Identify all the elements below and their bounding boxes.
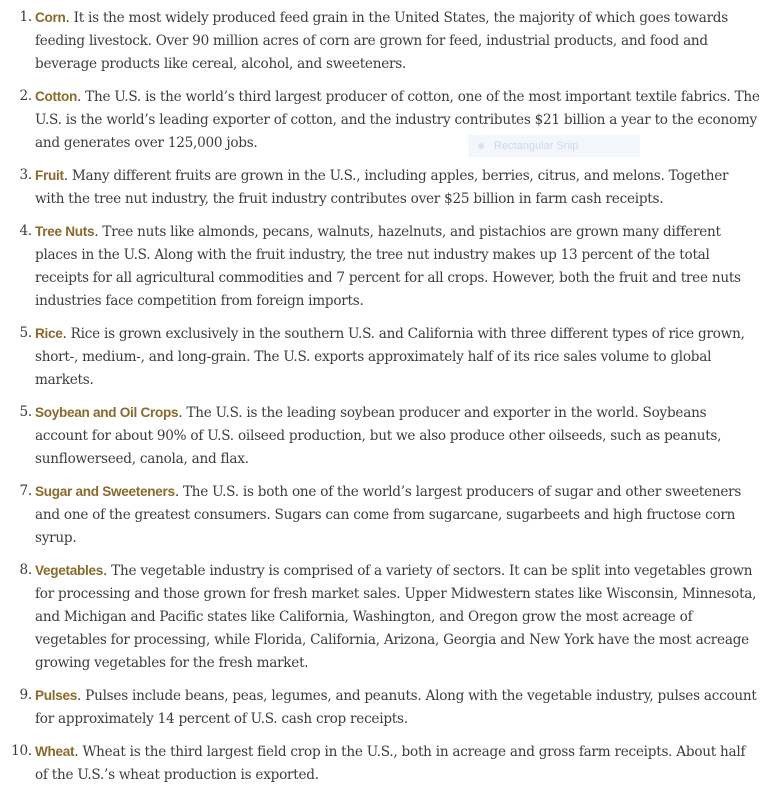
item-description: . Wheat is the third largest field crop in the U.S., both in acreage and gross farm receipts. About half of the U.S.’s wheat production is exported. [35, 744, 746, 783]
list-number: 9. [19, 687, 32, 703]
list-item-vegetables [0, 559, 765, 675]
item-description: . The vegetable industry is comprised of a variety of sectors. It can be split into vegetables grown for processing and those grown for fresh market sales. Upper Midwestern states like Wisconsin, Minnesota, and Michigan and Pacific states like California, Washington, and Oregon grow the most acreage of vegetables for processing, while Florida, California, Arizona, Georgia and New York have the most acreage growing vegetables for the fresh market. [35, 563, 757, 671]
snip-label: Rectangular Snip [494, 140, 579, 152]
item-description: . The U.S. is the world’s third largest producer of cotton, one of the most important textile fabrics. The U.S. is the world’s leading exporter of cotton, and the industry contributes $21 billion a year to the economy and generates over 125,000 jobs. [35, 89, 760, 151]
list-item-corn [0, 6, 765, 76]
item-description: . Tree nuts like almonds, pecans, walnuts, hazelnuts, and pistachios are grown many different places in the U.S. Along with the fruit industry, the tree nut industry makes up 13 percent of the total receipts for all agricultural commodities and 7 percent for all crops. However, both the fruit and tree nuts industries face competition from foreign imports. [35, 224, 741, 309]
term-fruit: Fruit [35, 168, 64, 183]
crop-list [0, 6, 765, 796]
snip-dot-icon [478, 143, 484, 149]
list-item-wheat [0, 740, 765, 787]
item-description: . Pulses include beans, peas, legumes, and peanuts. Along with the vegetable industry, pulses account for approximately 14 percent of U.S. cash crop receipts. [35, 688, 757, 727]
list-item-rice [0, 322, 765, 392]
list-item-fruit [0, 164, 765, 211]
list-number: 2. [19, 88, 32, 104]
item-description: . The U.S. is the leading soybean producer and exporter in the world. Soybeans account for about 90% of U.S. oilseed production, but we also produce other oilseeds, such as peanuts, sunflowerseed, canola, and flax. [35, 405, 722, 467]
item-description: . Many different fruits are grown in the U.S., including apples, berries, citrus, and melons. Together with the tree nut industry, the fruit industry contributes over $25 billion in farm cash receipts. [35, 168, 729, 207]
term-cotton: Cotton [35, 89, 77, 104]
list-item-sugar-and-sweeteners [0, 480, 765, 550]
list-number: 10. [11, 743, 32, 759]
list-number: 3. [19, 167, 32, 183]
item-description: . The U.S. is both one of the world’s largest producers of sugar and other sweeteners and one of the greatest consumers. Sugars can come from sugarcane, sugarbeets and high fructose corn syrup. [35, 484, 742, 546]
list-number: 8. [19, 562, 32, 578]
list-item-tree-nuts [0, 220, 765, 313]
list-item-cotton [0, 85, 765, 155]
term-sugar-and-sweeteners: Sugar and Sweeteners [35, 484, 175, 499]
term-wheat: Wheat [35, 744, 75, 759]
list-number: 5. [19, 404, 32, 420]
list-number: 1. [19, 9, 32, 25]
list-item-pulses [0, 684, 765, 731]
term-vegetables: Vegetables [35, 563, 104, 578]
rectangular-snip-overlay[interactable] [468, 135, 640, 157]
list-item-soybean-and-oil-crops [0, 401, 765, 471]
term-corn: Corn [35, 10, 66, 25]
list-number: 7. [19, 483, 32, 499]
item-description: . Rice is grown exclusively in the southern U.S. and California with three different types of rice grown, short-, medium-, and long-grain. The U.S. exports approximately half of its rice sales volume to global markets. [35, 326, 745, 388]
term-rice: Rice [35, 326, 63, 341]
item-description: . It is the most widely produced feed grain in the United States, the majority of which goes towards feeding livestock. Over 90 million acres of corn are grown for feed, industrial products, and food and beverage products like cereal, alcohol, and sweeteners. [35, 10, 728, 72]
term-soybean-and-oil-crops: Soybean and Oil Crops [35, 405, 179, 420]
term-tree-nuts: Tree Nuts [35, 224, 95, 239]
term-pulses: Pulses [35, 688, 78, 703]
list-number: 5. [19, 325, 32, 341]
list-number: 4. [19, 223, 32, 239]
